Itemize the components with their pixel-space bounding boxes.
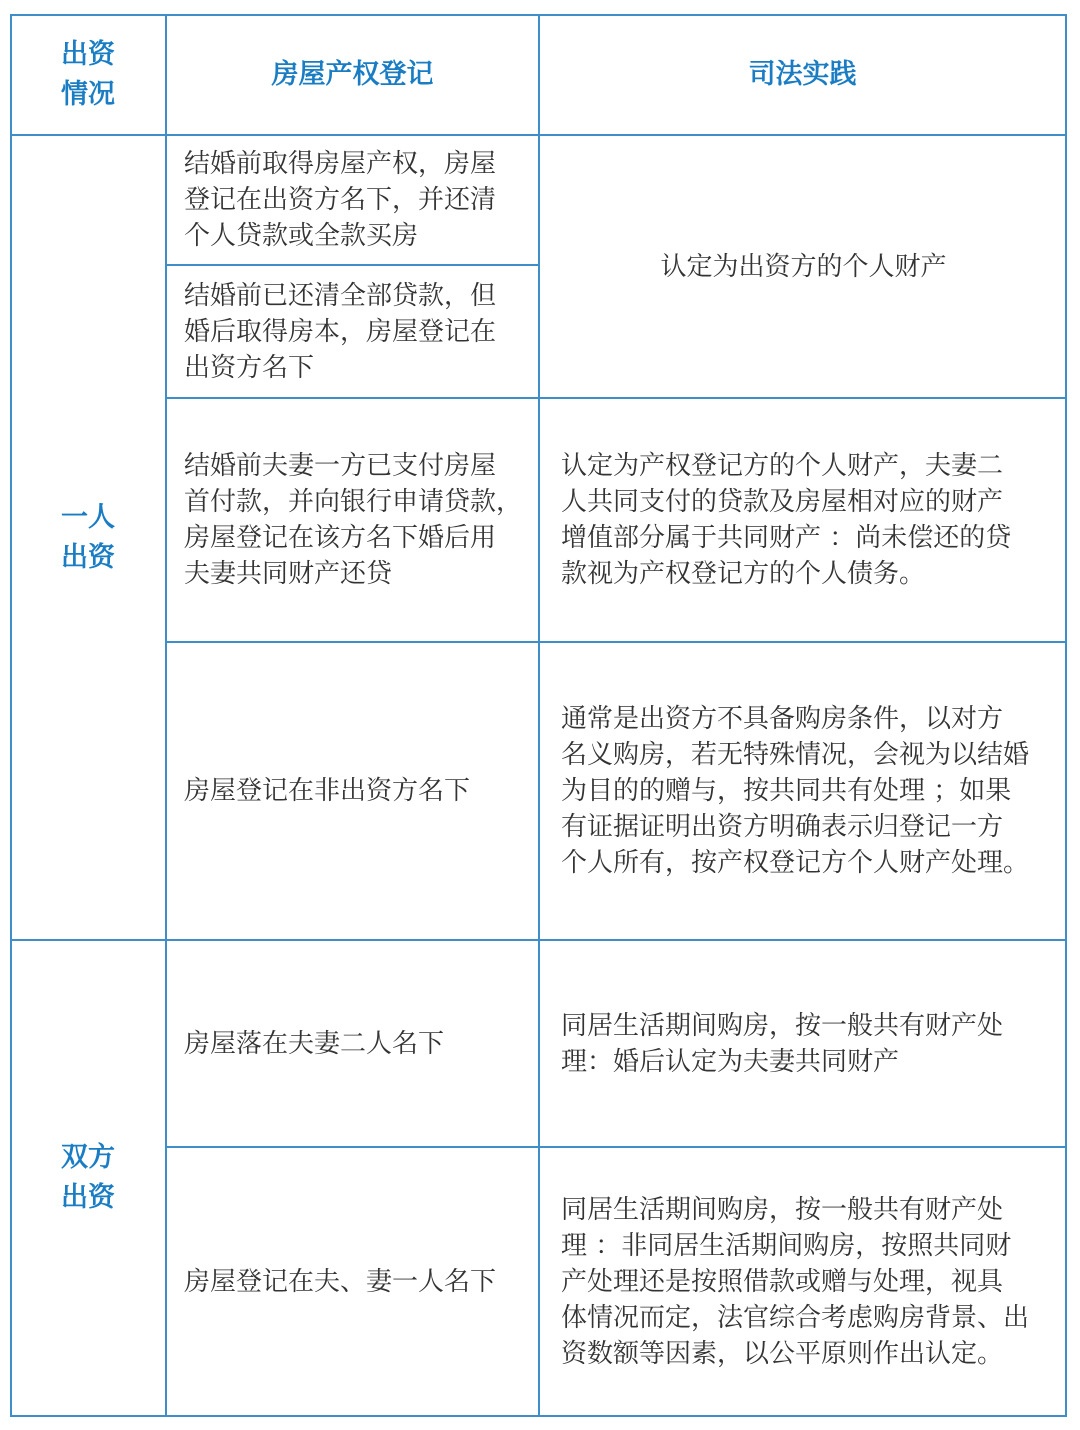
registration-text: 房屋登记在非出资方名下 <box>184 776 471 806</box>
header-funding-situation <box>10 15 166 135</box>
header-judicial-practice-label: 司法实践 <box>748 59 857 90</box>
registration-text: 房屋登记在夫、妻一人名下 <box>184 1266 497 1297</box>
category-joint-funding <box>10 940 166 1416</box>
practice-cell <box>539 1147 1066 1416</box>
column-divider <box>538 14 540 1417</box>
practice-text: 通常是出资方不具备购房条件，以对方 名义购房，若无特殊情况，会视为以结婚 为目的的赠与，按共同共有处理 ；如果 有证据证明出资方明确表示归登记一方 个人所有，按产权登记方个人财产处理。 <box>561 704 1030 878</box>
category-joint-funding-label: 双方 出资 <box>61 1142 115 1213</box>
practice-text: 同居生活期间购房，按一般共有财产处 理：婚后认定为夫妻共同财产 <box>561 1010 1004 1077</box>
header-property-registration-label: 房屋产权登记 <box>271 59 434 90</box>
registration-cell <box>166 1147 539 1416</box>
registration-text: 结婚前取得房屋产权，房屋 登记在出资方名下，并还清 个人贷款或全款买房 <box>184 149 497 251</box>
row-divider <box>166 641 1067 643</box>
row-divider <box>166 397 1067 399</box>
header-judicial-practice <box>539 15 1066 135</box>
registration-text: 结婚前已还清全部贷款，但 婚后取得房本，房屋登记在 出资方名下 <box>184 280 497 383</box>
row-divider <box>10 939 1067 941</box>
registration-cell <box>166 642 539 940</box>
registration-cell <box>166 135 539 265</box>
header-property-registration <box>166 15 539 135</box>
practice-cell <box>539 642 1066 940</box>
practice-text: 认定为出资方的个人财产 <box>660 251 947 282</box>
category-single-funding <box>10 135 166 940</box>
practice-text: 同居生活期间购房，按一般共有财产处 理 ：非同居生活期间购房，按照共同财 产处理还是按照借款或赠与处理，视具 体情况而定，法官综合考虑购房背景、出 资数额等因素，以公平原则作出认定。 <box>561 1194 1030 1369</box>
column-divider <box>165 14 167 1417</box>
registration-cell <box>166 398 539 642</box>
practice-cell <box>539 940 1066 1147</box>
category-single-funding-label: 一人 出资 <box>61 501 115 573</box>
practice-cell <box>539 398 1066 642</box>
registration-text: 房屋落在夫妻二人名下 <box>184 1028 445 1059</box>
table-border-right <box>1065 14 1067 1417</box>
practice-cell <box>539 135 1066 398</box>
row-divider <box>166 264 539 266</box>
table-border-left <box>10 14 12 1417</box>
row-divider <box>10 134 1067 136</box>
row-divider <box>166 1146 1067 1148</box>
registration-cell <box>166 940 539 1147</box>
registration-text: 结婚前夫妻一方已支付房屋 首付款，并向银行申请贷款， 房屋登记在该方名下婚后用 夫妻共同财产还贷 <box>184 451 523 589</box>
registration-cell <box>166 265 539 398</box>
practice-text: 认定为产权登记方的个人财产，夫妻二 人共同支付的贷款及房屋相对应的财产 增值部分属于共同财产 ：尚未偿还的贷 款视为产权登记方的个人债务。 <box>561 451 1012 589</box>
header-funding-situation-label: 出资 情况 <box>61 39 115 110</box>
